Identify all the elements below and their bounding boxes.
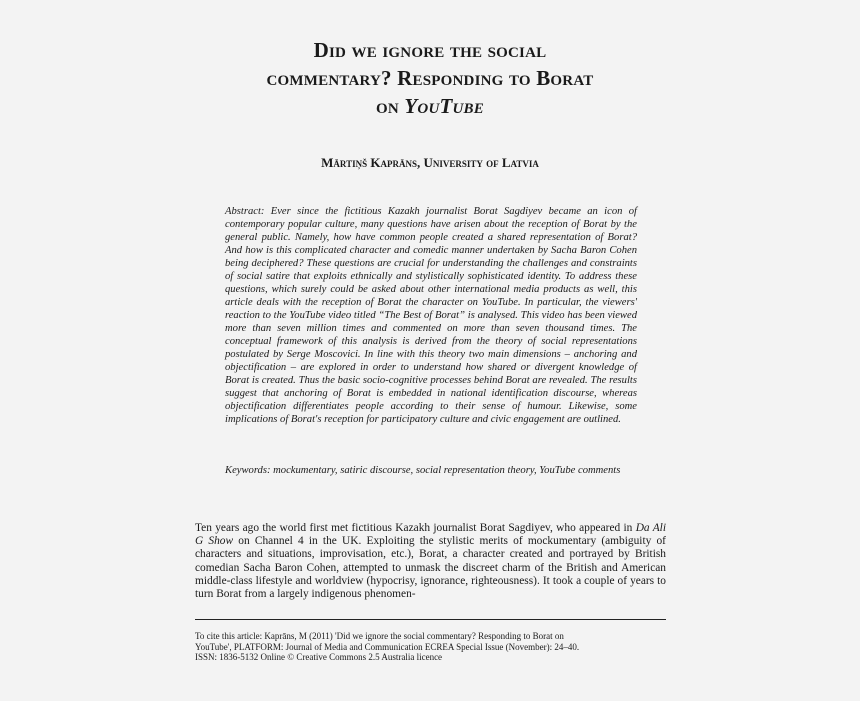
title-line-3 [180, 92, 680, 120]
keywords: Keywords: mockumentary, satiric discourse, social representation theory, YouTube comments [225, 465, 621, 476]
title-line-3-prefix: on [376, 94, 405, 118]
body-part-1: Ten years ago the world first met fictitious Kazakh journalist Borat Sagdiyev, who appeared in [195, 522, 636, 534]
title-line-1: Did we ignore the social [313, 38, 547, 62]
citation-line-3: ISSN: 1836-5132 Online © Creative Commons 2.5 Australia licence [195, 652, 443, 663]
citation-line-1: To cite this article: Kaprāns, M (2011) 'Did we ignore the social commentary? Responding to Borat on [195, 631, 564, 641]
article-title [180, 36, 680, 120]
citation [195, 631, 675, 663]
author-affiliation: Mārtiņš Kaprāns, University of Latvia [321, 155, 539, 170]
citation-line-2: YouTube', PLATFORM: Journal of Media and Communication ECREA Special Issue (November): 24–40. [195, 641, 580, 652]
abstract [225, 205, 637, 426]
body-part-2: on Channel 4 in the UK. Exploiting the stylistic merits of mockumentary (ambiguity of characters and situations, improvisation, etc.), Borat, a character created and portrayed by British comedian Sacha Baron Cohen, attempted to unmask the discreet charm of the British and American middle-class lifestyle and worldview (hypocrisy, ignorance, righteousness). It took a couple of years to turn Borat from a largely indigenous phenomen- [195, 535, 666, 601]
show-title: Da Ali G Show [195, 522, 667, 548]
body-paragraph [195, 522, 666, 601]
abstract-text: Abstract: Ever since the fictitious Kazakh journalist Borat Sagdiyev became an icon of contemporary popular culture, many questions have arisen about the reception of Borat by the general public. Namely, how have common people created a shared representation of Borat? And how is this complicated character and comedic manner undertaken by Sacha Baron Cohen being deciphered? These questions are crucial for understanding the challenges and constraints of social satire that exploits ethnically and stylistically sophisticated identity. To address these questions, which surely could be asked about other international media products as well, this article deals with the reception of Borat the character on YouTube. In particular, the viewers' reaction to the YouTube video titled “The Best of Borat” is analysed. This video has been viewed more than seven million times and commented on more than seven thousand times. The conceptual framework of this analysis is derived from the theory of social representations postulated by Serge Moscovici. In line with this theory two main dimensions – anchoring and objectification – are explored in order to understand how shared or divergent knowledge of Borat is created. Thus the basic socio-cognitive processes behind Borat are revealed. The results suggest that anchoring of Borat is embedded in national identification discourse, whereas objectification differentiates people according to their sense of humour. Likewise, some implications of Borat's reception for participatory culture and civic engagement are outlined. [225, 206, 637, 425]
title-youtube: YouTube [404, 94, 484, 118]
footnote-divider [195, 619, 666, 620]
title-line-2: commentary? Responding to Borat [266, 66, 594, 90]
